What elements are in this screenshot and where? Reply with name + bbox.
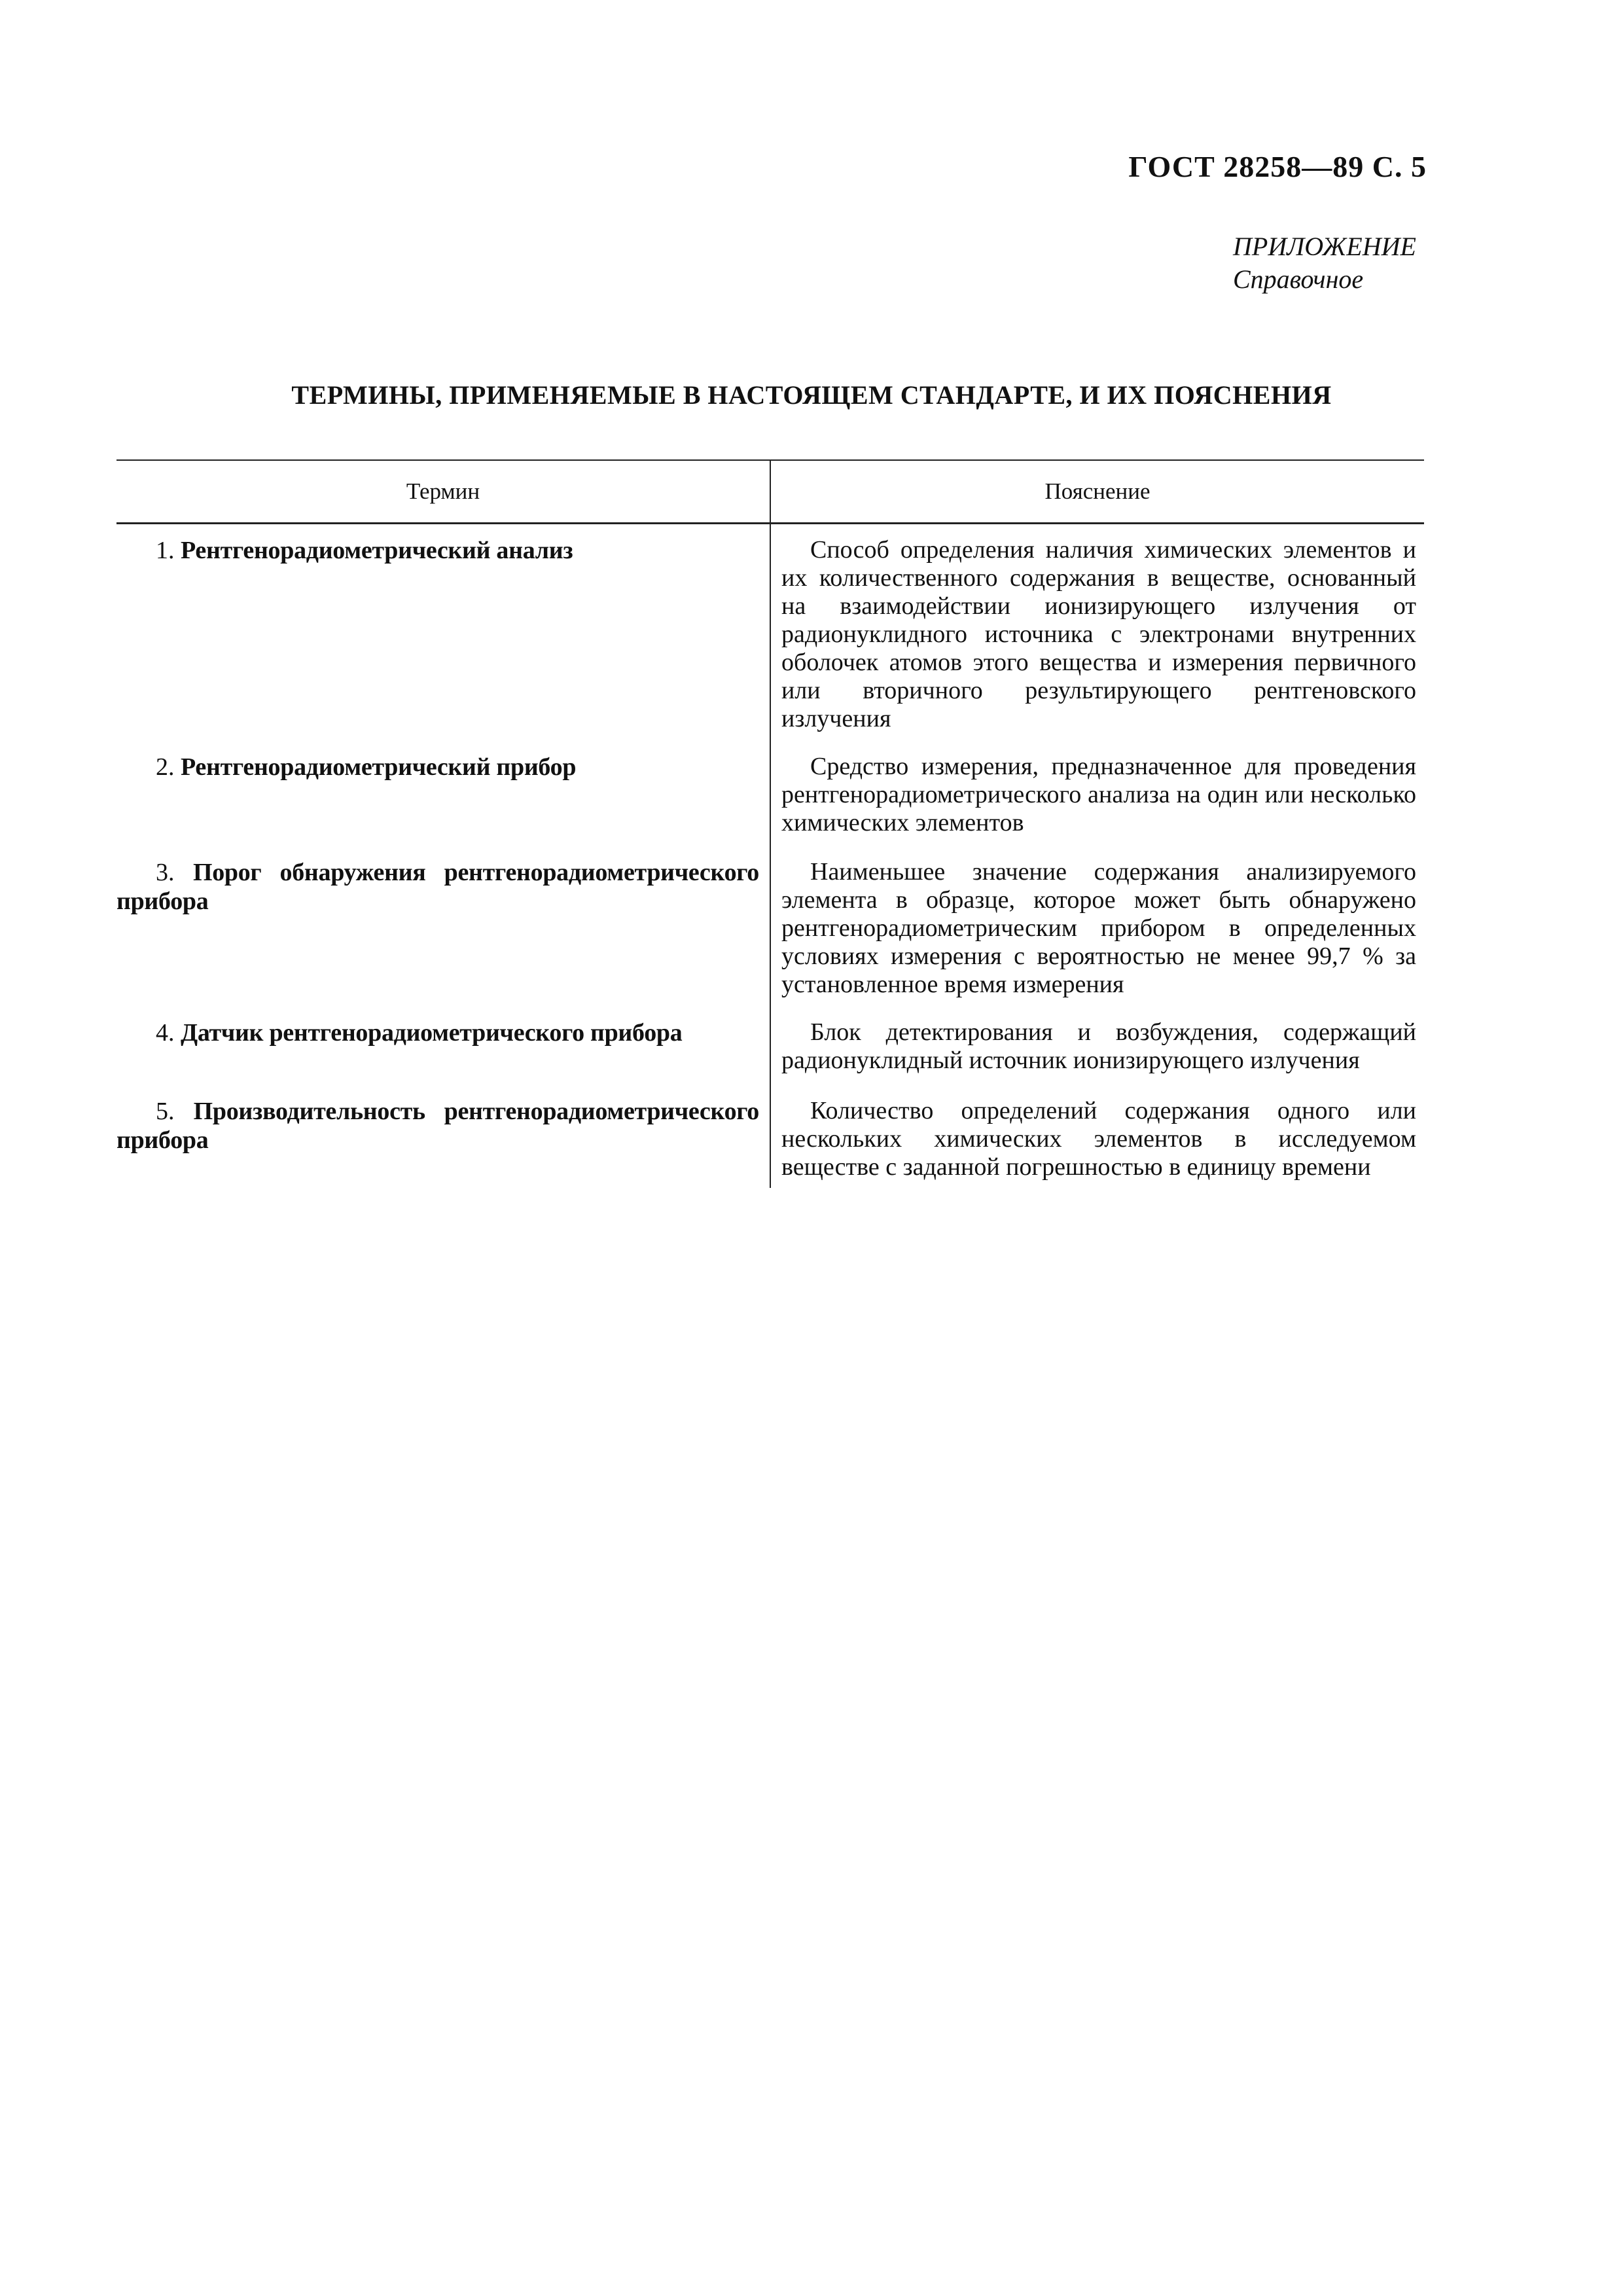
term-cell bbox=[116, 524, 771, 741]
term-text: Рентгенорадиометрический прибор bbox=[181, 753, 577, 781]
explanation-cell: Способ определения наличия химических элементов и их количественного содержания в веществе, основанный на взаимодействии ионизирующего излучения от радионуклидного источника с электронами внутренних оболочек атомов этого вещества и измерения первичного или вторичного результирующего рентгеновского излучения bbox=[781, 536, 1416, 732]
explanation-cell: Количество определений содержания одного или нескольких химических элементов в исследуемом веществе с заданной погрешностью в единицу времени bbox=[781, 1097, 1416, 1181]
term-cell bbox=[116, 1007, 771, 1085]
term-number: 5. bbox=[156, 1098, 175, 1125]
term-text: Датчик рентгенорадиометрического прибора bbox=[181, 1019, 683, 1047]
column-header-term: Термин bbox=[116, 461, 771, 522]
terms-table bbox=[116, 459, 1424, 1188]
term-cell bbox=[116, 741, 771, 846]
appendix-block bbox=[1233, 230, 1416, 296]
term-cell bbox=[116, 846, 771, 1007]
table-row bbox=[116, 1085, 1424, 1188]
document-code: ГОСТ 28258—89 С. 5 bbox=[1128, 150, 1427, 183]
table-row bbox=[116, 741, 1424, 846]
explanation-cell: Наименьшее значение содержания анализируемого элемента в образце, которое может быть обнаружено рентгенорадиометрическим прибором в определенных условиях измерения с вероятностью не менее 99,7 % за установленное время измерения bbox=[781, 858, 1416, 998]
term-number: 4. bbox=[156, 1019, 175, 1047]
explanation-cell: Средство измерения, предназначенное для проведения рентгенорадиометрического анализа на один или несколько химических элементов bbox=[781, 753, 1416, 836]
table-row bbox=[116, 846, 1424, 1007]
column-header-explanation: Пояснение bbox=[1044, 478, 1150, 504]
table-body bbox=[116, 524, 1424, 1188]
term-cell bbox=[116, 1085, 771, 1188]
table-header bbox=[116, 459, 1424, 524]
table-row bbox=[116, 524, 1424, 741]
appendix-type: Справочное bbox=[1233, 264, 1364, 294]
term-text: Рентгенорадиометрический анализ bbox=[181, 537, 573, 564]
term-text: Производительность рентгенорадиометрического прибора bbox=[116, 1098, 759, 1154]
term-text: Порог обнаружения рентгенорадиометрического прибора bbox=[116, 859, 759, 915]
term-number: 1. bbox=[156, 537, 175, 564]
table-row bbox=[116, 1007, 1424, 1085]
appendix-label: ПРИЛОЖЕНИЕ bbox=[1233, 232, 1416, 261]
term-number: 2. bbox=[156, 753, 175, 781]
term-number: 3. bbox=[156, 859, 175, 886]
explanation-cell: Блок детектирования и возбуждения, содержащий радионуклидный источник ионизирующего излучения bbox=[781, 1018, 1416, 1074]
page-title: ТЕРМИНЫ, ПРИМЕНЯЕМЫЕ В НАСТОЯЩЕМ СТАНДАРТЕ, И ИХ ПОЯСНЕНИЯ bbox=[291, 380, 1332, 410]
